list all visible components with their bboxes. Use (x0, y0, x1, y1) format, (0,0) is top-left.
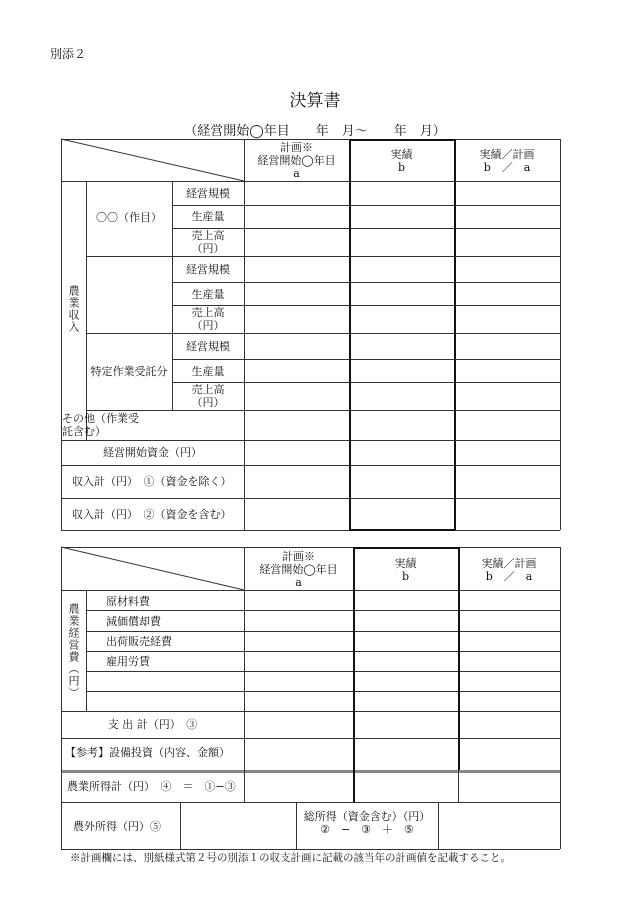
ratio-header: 実績／計画 b ／ a (481, 557, 537, 583)
farm-income-category: 農業収入 (67, 285, 80, 333)
row-production: 生産量 (191, 210, 225, 223)
expense-item: 出荷販売経費 (106, 635, 172, 648)
expense-item: 雇用労賃 (106, 655, 150, 668)
reference-investment-label: 【参考】設備投資（内容、金額） (65, 746, 230, 759)
row-production: 生産量 (191, 288, 225, 301)
income-total-2-label: 収入計（円） ②（資金を含む） (72, 508, 232, 521)
page-subtitle: （経営開始◯年目 年 月～ 年 月） (184, 124, 446, 139)
expense-item: 減価償却費 (106, 615, 161, 628)
row-production: 生産量 (191, 365, 225, 378)
plan-header: 計画※ 経営開始◯年目 a (259, 550, 338, 589)
actual-header: 実績 b (394, 557, 417, 583)
actual-header: 実績 b (390, 148, 413, 174)
farm-expense-category: 農業経営費（円） (67, 603, 80, 699)
row-sales: 売上高 （円） (191, 229, 225, 255)
expense-total-label: 支 出 計（円） ③ (107, 718, 198, 731)
attachment-label: 別添２ (50, 47, 87, 61)
total-income-label: 総所得（資金含む）（円） ② − ③ ＋ ⑤ (303, 810, 431, 836)
nonfarm-income-label: 農外所得（円）⑤ (73, 820, 161, 833)
row-scale: 経営規模 (186, 187, 230, 200)
page-title: 決算書 (289, 91, 341, 111)
crop1-label: 〇〇（作目） (96, 211, 162, 224)
row-scale: 経営規模 (186, 340, 230, 353)
other-label: その他（作業受 託含む） (62, 412, 139, 438)
ratio-header: 実績／計画 b ／ a (479, 148, 535, 174)
contract-label: 特定作業受託分 (90, 365, 168, 378)
income-total-1-label: 収入計（円） ①（資金を除く） (72, 475, 232, 488)
plan-header: 計画※ 経営開始◯年目 a (257, 141, 336, 180)
farm-income-total-label: 農業所得計（円） ④ ＝ ①−③ (67, 780, 236, 793)
expense-item: 原材料費 (106, 595, 150, 608)
row-scale: 経営規模 (186, 263, 230, 276)
footnote: ※計画欄には、別紙様式第２号の別添１の収支計画に記載の該当年の計画値を記載すること。 (70, 852, 511, 864)
startup-funds-label: 経営開始資金（円） (103, 446, 202, 459)
row-sales: 売上高 （円） (191, 306, 225, 332)
row-sales: 売上高 （円） (191, 383, 225, 409)
